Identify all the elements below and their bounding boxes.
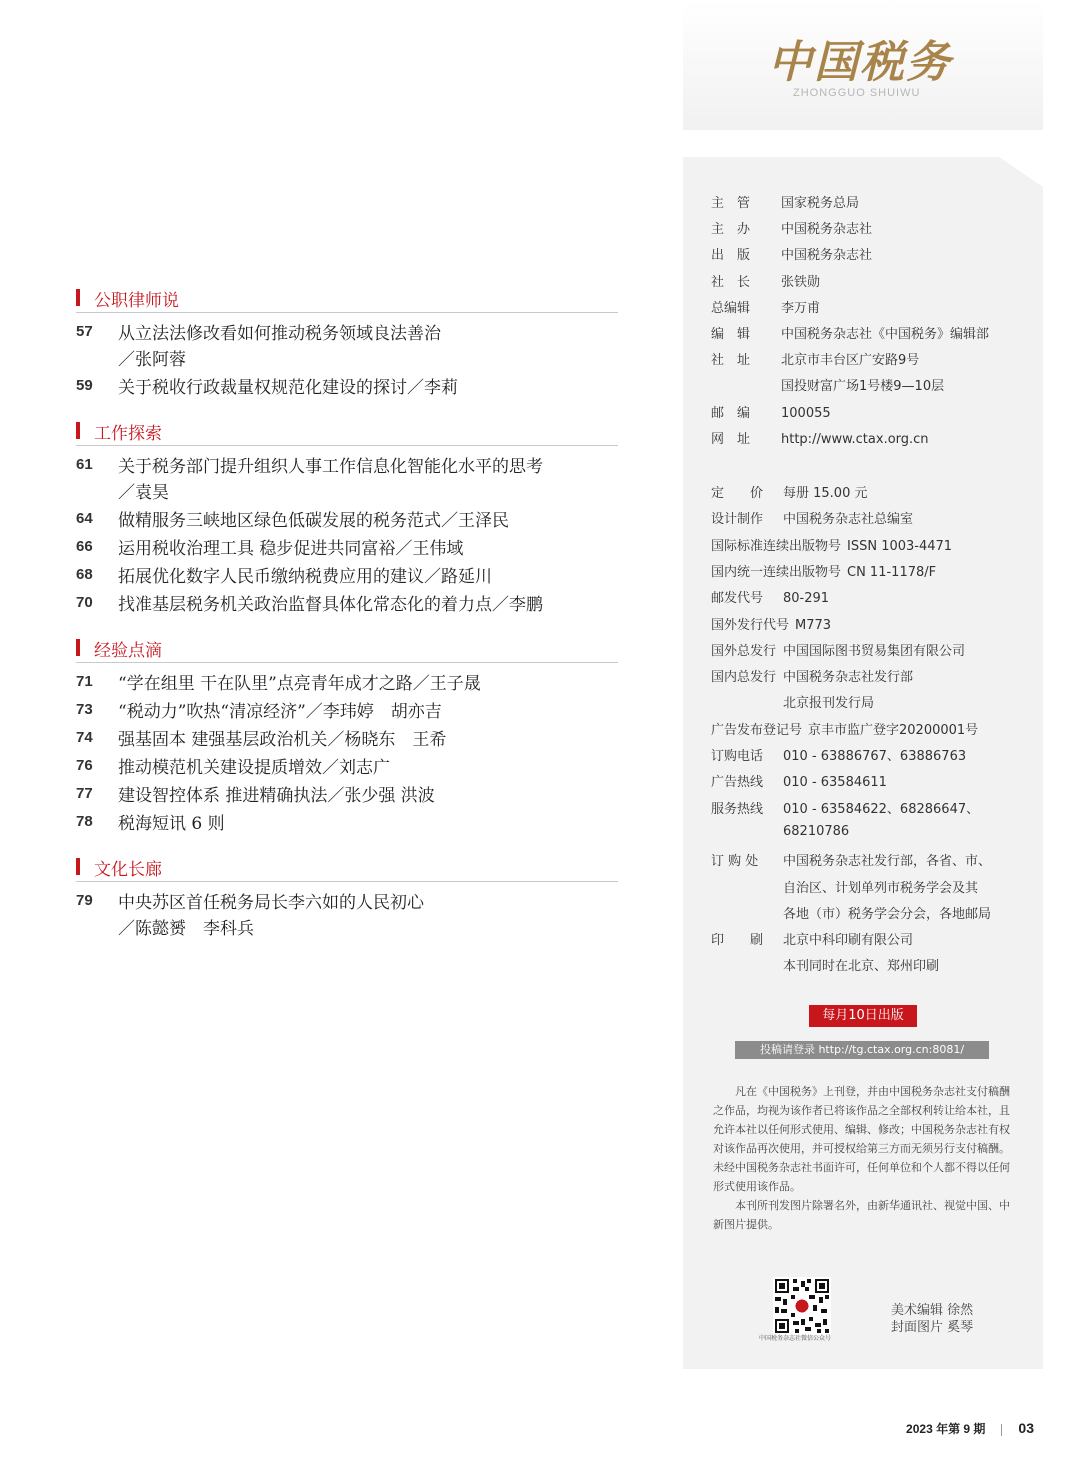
qr-caption: 中国税务杂志社微信公众号 [759, 1335, 832, 1342]
masthead-label: 总编辑 [711, 300, 751, 316]
toc-page-number: 79 [76, 892, 93, 909]
masthead-value: 010 - 63886767、63886763 [783, 749, 967, 764]
toc-page-number: 68 [76, 566, 93, 583]
masthead-label: 社 长 [711, 274, 751, 290]
credit-label: 美术编辑 [891, 1303, 944, 1318]
issue-number: 2023 年第 9 期 [906, 1422, 986, 1436]
toc-entry-title: “税动力”吹热“清凉经济”／李玮婷 胡亦吉 [118, 702, 442, 722]
masthead-row [711, 218, 872, 237]
section-header [76, 851, 618, 882]
toc-entry-title: 做精服务三峡地区绿色低碳发展的税务范式／王泽民 [118, 511, 509, 531]
masthead-label: 国内统一连续出版物号 [711, 564, 842, 580]
toc-entry[interactable] [76, 890, 618, 942]
masthead-label: 主 办 [711, 222, 751, 238]
submission-url-badge[interactable]: 投稿请登录 http://tg.ctax.org.cn:8081/ [735, 1041, 989, 1059]
masthead-row [711, 877, 978, 896]
masthead-row [711, 349, 919, 368]
toc-entry[interactable] [76, 536, 618, 562]
masthead-value: 北京市丰台区广安路9号 [781, 353, 920, 369]
masthead-value: 北京报刊发行局 [783, 696, 875, 712]
logo-title: 中国税务 [768, 37, 952, 88]
notice-paragraph: 本刊所刊发图片除署名外，由新华通讯社、视觉中国、中新图片提供。 [713, 1199, 1010, 1231]
toc-page-number: 70 [76, 594, 93, 611]
masthead-value: 中国国际图书贸易集团有限公司 [783, 643, 966, 659]
masthead-row [711, 587, 829, 606]
magazine-logo [683, 0, 1043, 130]
masthead-label: 国外总发行 [711, 643, 777, 659]
masthead-value: 京丰市监广登字20200001号 [808, 722, 979, 738]
notice-paragraph: 凡在《中国税务》上刊登，并由中国税务杂志社支付稿酬之作品，均视为该作者已将该作品之全部权利转让给本社，且允许本社以任何形式使用、编辑、修改；中国税务杂志社有权对该作品再次使用，并可授权给第三方而无须另行支付稿酬。未经中国税务杂志社书面许可，任何单位和个人都不得以任何形式使用该作品。 [713, 1085, 1010, 1193]
masthead-value: 中国税务杂志社 [781, 248, 873, 264]
masthead-label: 社 址 [711, 353, 751, 369]
masthead-label: 编 辑 [711, 327, 751, 342]
masthead-row [711, 929, 913, 948]
toc-page-number: 77 [76, 785, 93, 802]
masthead-row [711, 402, 831, 421]
masthead-label: 印 刷 [711, 933, 764, 949]
masthead-value: 李万甫 [781, 300, 821, 316]
qr-code-icon[interactable] [773, 1277, 831, 1335]
toc-entry-title: 拓展优化数字人民币缴纳税费应用的建议／路延川 [118, 567, 492, 587]
masthead-label: 设计制作 [711, 512, 764, 528]
toc-page-number: 57 [76, 323, 93, 340]
masthead-row [711, 192, 859, 211]
masthead-row [711, 244, 872, 263]
masthead-value: 010 - 63584622、68286647、 [783, 801, 980, 817]
toc-entry-title: 中央苏区首任税务局长李六如的人民初心 [118, 893, 424, 913]
toc-entry[interactable] [76, 564, 618, 590]
masthead-value: 中国税务杂志社总编室 [783, 512, 914, 528]
masthead-row [711, 798, 979, 817]
section-marker [76, 639, 80, 656]
masthead-row [711, 692, 874, 711]
toc-page-number: 74 [76, 729, 93, 746]
masthead-panel [683, 157, 1043, 1369]
toc-entry-title: 强基固本 建强基层政治机关／杨晓东 王希 [118, 730, 447, 750]
toc-page-number: 64 [76, 510, 93, 527]
toc-entry[interactable] [76, 699, 618, 725]
toc-entry[interactable] [76, 321, 618, 373]
section-marker [76, 422, 80, 439]
masthead-value: ISSN 1003-4471 [847, 538, 953, 554]
toc-entry-title: ／陈懿赟 李科兵 [118, 919, 254, 939]
toc-entry[interactable] [76, 508, 618, 534]
masthead-row [711, 428, 929, 447]
masthead-label: 出 版 [711, 248, 751, 264]
page-number: 03 [1018, 1420, 1034, 1436]
masthead-row [711, 323, 989, 342]
masthead-value: 中国税务杂志社《中国税务》编辑部 [781, 327, 990, 342]
toc-page-number: 71 [76, 673, 93, 690]
masthead-label: 国际标准连续出版物号 [711, 538, 842, 554]
masthead-value: http://www.ctax.org.cn [781, 431, 929, 447]
section-header [76, 282, 618, 313]
toc-entry[interactable] [76, 375, 618, 401]
toc-entry[interactable] [76, 671, 618, 697]
toc-section [76, 282, 618, 401]
masthead-value: 张铁勋 [781, 274, 821, 290]
masthead-value: 北京中科印刷有限公司 [783, 933, 914, 949]
masthead-row [711, 903, 991, 922]
toc-entry[interactable] [76, 783, 618, 809]
credit-value: 奚琴 [947, 1320, 974, 1335]
masthead-label: 国内总发行 [711, 670, 777, 686]
footer-divider [1001, 1424, 1002, 1436]
toc-entry-title: “学在组里 干在队里”点亮青年成才之路／王子晟 [118, 674, 481, 694]
toc-entry-title: 运用税收治理工具 稳步促进共同富裕／王伟域 [118, 539, 464, 559]
credit-cover-image [891, 1316, 973, 1335]
toc-section [76, 415, 618, 618]
toc-section [76, 632, 618, 837]
toc-entry[interactable] [76, 811, 618, 837]
masthead-row [711, 482, 867, 501]
masthead-label: 国外发行代号 [711, 617, 790, 633]
toc-entry-title: 推动模范机关建设提质增效／刘志广 [118, 758, 390, 778]
toc-page-number: 66 [76, 538, 93, 555]
toc-page-number: 61 [76, 456, 93, 473]
masthead-row [711, 719, 978, 738]
toc-entry-title: 建设智控体系 推进精确执法／张少强 洪波 [118, 786, 435, 806]
section-marker [76, 289, 80, 306]
section-title: 工作探索 [94, 424, 162, 444]
masthead-label: 订 购 处 [711, 854, 759, 870]
section-title: 公职律师说 [94, 291, 179, 311]
table-of-contents [76, 282, 618, 956]
masthead-row [711, 508, 913, 527]
copyright-notice [713, 1082, 1015, 1234]
masthead-value: 自治区、计划单列市税务学会及其 [783, 880, 979, 896]
masthead-row [711, 614, 831, 633]
masthead-row [711, 375, 944, 394]
masthead-row [711, 824, 849, 839]
toc-entry-title: 关于税务部门提升组织人事工作信息化智能化水平的思考 [118, 457, 543, 477]
toc-entry-title: ／袁昊 [118, 483, 169, 503]
toc-page-number: 78 [76, 813, 93, 830]
toc-entry-title: 找准基层税务机关政治监督具体化常态化的着力点／李鹏 [118, 595, 543, 615]
masthead-label: 定 价 [711, 486, 764, 501]
masthead-value: 010 - 63584611 [783, 775, 887, 791]
credit-value: 徐然 [947, 1303, 974, 1318]
masthead-value: 各地（市）税务学会分会，各地邮局 [783, 906, 992, 922]
toc-entry[interactable] [76, 454, 618, 506]
masthead-value: 国家税务总局 [781, 196, 860, 211]
masthead-row [711, 535, 952, 554]
masthead-label: 广告热线 [711, 775, 764, 791]
toc-entry-title: 关于税收行政裁量权规范化建设的探讨／李莉 [118, 378, 458, 398]
section-header [76, 632, 618, 663]
section-header [76, 415, 618, 446]
section-title: 经验点滴 [94, 641, 162, 661]
masthead-row [711, 771, 887, 790]
masthead-row [711, 850, 991, 869]
masthead-row [711, 561, 936, 580]
masthead-value: M773 [795, 617, 832, 633]
panel-corner-fold [999, 157, 1043, 187]
page-footer [906, 1420, 1034, 1437]
credit-label: 封面图片 [891, 1320, 944, 1335]
logo-subtitle: ZHONGGUO SHUIWU [793, 87, 921, 99]
masthead-row [711, 955, 939, 974]
section-marker [76, 858, 80, 875]
masthead-row [711, 666, 913, 685]
toc-entry[interactable] [76, 592, 618, 618]
masthead-value: 国投财富广场1号楼9—10层 [781, 379, 945, 395]
masthead-label: 主 管 [711, 196, 751, 211]
toc-page-number: 59 [76, 377, 93, 394]
masthead-value: 中国税务杂志社 [781, 222, 873, 238]
masthead-row [711, 271, 820, 290]
toc-entry[interactable] [76, 727, 618, 753]
toc-entry-title: 税海短讯 6 则 [118, 814, 225, 834]
section-title: 文化长廊 [94, 860, 162, 880]
masthead-row [711, 640, 965, 659]
masthead-value: 中国税务杂志社发行部，各省、市、 [783, 854, 992, 870]
masthead-label: 服务热线 [711, 801, 764, 817]
masthead-label: 广告发布登记号 [711, 722, 803, 738]
masthead-value: 80-291 [783, 591, 830, 607]
masthead-label: 订购电话 [711, 749, 764, 764]
monthly-publication-badge: 每月10日出版 [809, 1005, 917, 1027]
toc-section [76, 851, 618, 942]
masthead-label: 网 址 [711, 431, 751, 447]
toc-entry[interactable] [76, 755, 618, 781]
toc-page-number: 76 [76, 757, 93, 774]
masthead-value: 中国税务杂志社发行部 [783, 670, 914, 686]
masthead-value: 68210786 [783, 823, 850, 839]
masthead-label: 邮 编 [711, 405, 751, 421]
masthead-row [711, 297, 820, 316]
masthead-value: 100055 [781, 405, 831, 421]
masthead-value: CN 11-1178/F [847, 564, 937, 580]
masthead-value: 本刊同时在北京、郑州印刷 [783, 959, 940, 975]
masthead-row [711, 745, 966, 764]
toc-page-number: 73 [76, 701, 93, 718]
toc-entry-title: 从立法法修改看如何推动税务领域良法善治 [118, 324, 441, 344]
masthead-label: 邮发代号 [711, 591, 764, 607]
toc-entry-title: ／张阿蓉 [118, 350, 186, 370]
masthead-value: 每册 15.00 元 [783, 486, 868, 501]
